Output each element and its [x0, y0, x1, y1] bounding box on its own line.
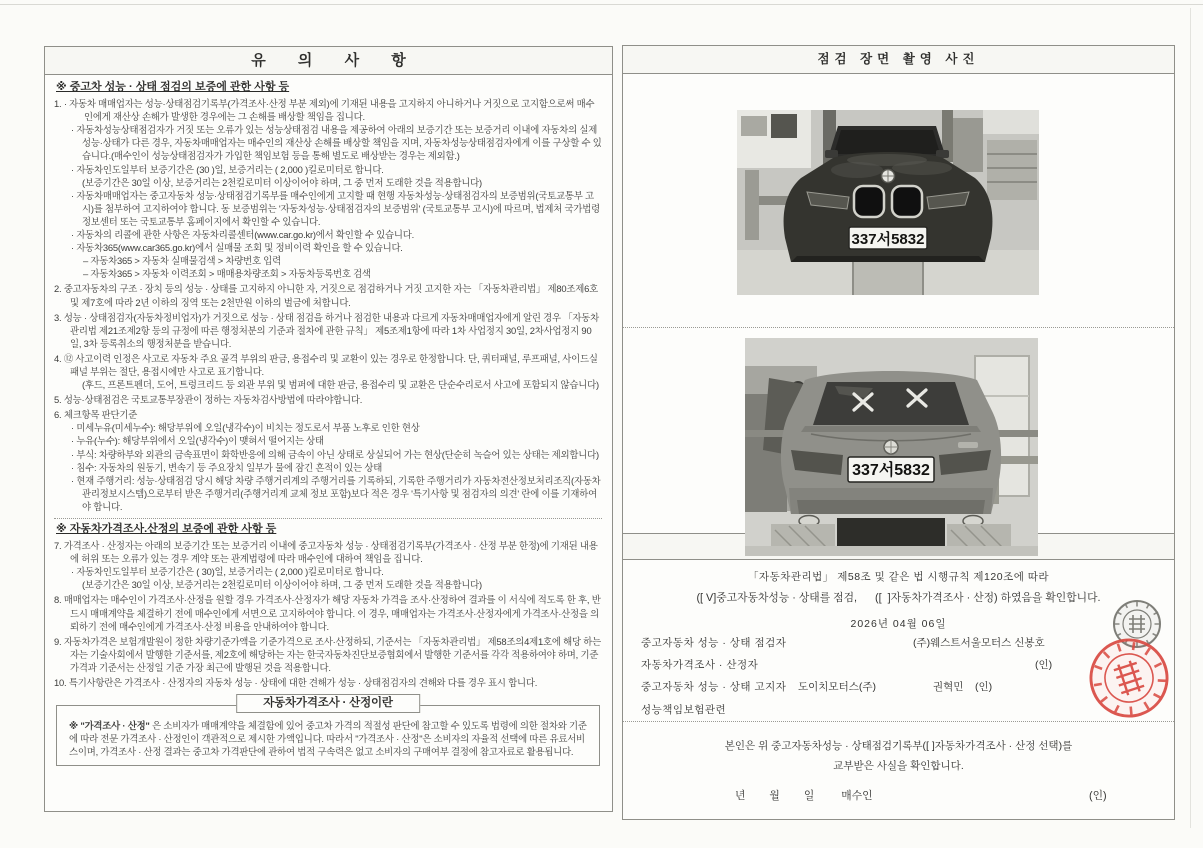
- notice-item: · 침수: 자동차의 원동기, 변속기 등 주요장치 일부가 물에 잠긴 흔적이 있는 상태: [71, 461, 383, 473]
- signer-person-name: 권혁민: [933, 681, 964, 693]
- notice-item: 1. · 자동차 매매업자는 성능·상태점검기록부(가격조사·산정 부분 제외)에 기재된 내용을 고지하지 아니하거나 거짓으로 고지함으로써 매수인에게 재산상 손해가 발생한 경우에는 그 손해를 배상할 책임을 집니다.: [54, 98, 595, 123]
- car-rear-photo-illustration: [745, 338, 1038, 556]
- receipt-confirm-line1: 본인은 위 중고자동차성능 · 상태점검기록부([ ]자동차가격조사 · 산정 선택)를: [724, 740, 1073, 752]
- inspection-confirm-line: ([ V]중고자동차성능 · 상태를 점검, ([ ]자동차가격조사 · 산정) 하였음을 확인합니다.: [696, 592, 1101, 604]
- red-round-seal-icon: [1085, 634, 1173, 722]
- notice-item: 5. 성능·상태점검은 국토교통부장관이 정하는 자동차검사방법에 따라야합니다.: [54, 394, 363, 406]
- notice-body: [44, 75, 613, 812]
- signer-label: 중고자동차 성능 · 상태 고지자: [641, 681, 787, 693]
- price-box-title: 자동차가격조사 · 산정이란: [236, 694, 420, 713]
- notice-panel: [44, 46, 613, 812]
- signer-company-name: (주)웨스트서울모터스 신봉호: [913, 637, 1045, 649]
- scan-right-edge: [1190, 8, 1191, 828]
- seal-placeholder: (인): [975, 681, 993, 693]
- notice-section1-heading: ※ 중고차 성능 · 상태 점검의 보증에 관한 사항 등: [56, 81, 290, 93]
- notice-item: 3. 성능 · 상태점검자(자동차정비업자)가 거짓으로 성능 · 상태 점검을 하거나 점검한 내용과 다르게 자동차매매업자에게 알린 경우 「자동차관리법 제21조제2항 등의 규정에 따른 행정처분의 기준과 절차에 관한 규칙」 제5조제1항에 따라 1차 사업정지 30일, 2차사업정지 90일, 3차 등록취소의 행정처분을 받습니다.: [54, 311, 599, 349]
- photo-section-title: 점검 장면 촬영 사진: [623, 46, 1174, 74]
- signer-label: 자동차가격조사 · 산정자: [641, 659, 759, 671]
- notice-title: 유 의 사 항: [44, 46, 613, 75]
- notice-item: 9. 자동차가격은 보험개발원이 정한 차량기준가액을 기준가격으로 조사·산정하되, 기준서는 「자동차관리법」 제58조의4제1호에 해당 하는 자는 기술사회에서 발행한 기준서를, 제2호에 해당하는 자는 한국자동차진단보증협회에서 발행한 기준서를 각각 적용하여야 하며, 기준가격과 기준서는 산정일 기준 가장 최근에 발행된 것을 적용합니다.: [54, 635, 601, 673]
- buyer-seal-placeholder: (인): [1089, 790, 1107, 802]
- notice-item: 2. 중고자동차의 구조 · 장치 등의 성능 · 상태를 고지하지 아니한 자, 거짓으로 점검하거나 거짓 고지한 자는 「자동차관리법」 제80조제6호 및 제7호에 따라 2년 이하의 징역 또는 2천만원 이하의 벌금에 처합니다.: [54, 283, 599, 308]
- notice-item: · 현재 주행거리: 성능·상태점검 당시 해당 차량 주행거리계의 주행거리를 기록하되, 기록한 주행거리가 자동차전산정보처리조직(자동차관리정보시스템)으로부터 받은 주행거리(주행거리계 교체 정보 포함)보다 적은 경우 '특기사항 및 점검자의 의견' 란에 이를 기재하여야 합니다.: [71, 474, 601, 512]
- notice-item: · 미세누유(미세누수): 해당부위에 오일(냉각수)이 비치는 정도로서 부품 노후로 인한 현상: [71, 422, 420, 434]
- notice-item: 10. 특기사항란은 가격조사 · 산정자의 자동차 성능 · 상태에 대한 견해가 성능 · 상태점검자의 견해와 다를 경우 표시 합니다.: [54, 677, 538, 689]
- notice-item: · 자동차인도일부터 보증기간은 (30 )일, 보증거리는 ( 2,000 )킬로미터로 합니다.: [71, 163, 384, 175]
- license-plate-rear: 337서5832: [852, 462, 930, 479]
- price-appraisal-definition-box: [56, 697, 600, 766]
- scan-top-edge: [0, 4, 1203, 5]
- notice-item: 7. 가격조사 · 산정자는 아래의 보증기간 또는 보증거리 이내에 중고자동차 성능 · 상태점검기록부(가격조사 · 산정 부분 한정)에 기재된 내용에 허위 또는 오류가 있는 경우 계약 또는 관계법령에 따라 매수인에 대하여 책임을 집니다.: [54, 540, 598, 565]
- notice-item: · 부식: 차량하부와 외관의 금속표면이 화학반응에 의해 금속이 아닌 상태로 상실되어 가는 현상(단순히 녹슬어 있는 상태는 제외합니다): [71, 448, 599, 460]
- license-plate-front: 337서5832: [851, 231, 925, 248]
- notice-item: · 자동차인도일부터 보증기간은 ( 30)일, 보증거리는 ( 2,000 )킬로미터로 합니다.: [71, 566, 384, 578]
- notice-item: (후드, 프론트펜더, 도어, 트렁크리드 등 외관 부위 및 범퍼에 대한 판금, 용접수리 및 교환은 단순수리로서 사고에 포함되지 않습니다): [82, 379, 599, 391]
- notice-item: 8. 매매업자는 매수인이 가격조사·산정을 원할 경우 가격조사·산정자가 해당 자동차 가격을 조사·산정하여 결과를 이 서식에 적도록 한 후, 반드시 매매계약을 체결하기 전에 매수인에게 서면으로 고지하여야 합니다. 이 경우, 매매업자는 가격조사·산정자에게 가격조사·산정을 의뢰하기 전에 매수인에게 가격조사·산정 비용을 안내하여야 합니다.: [54, 594, 601, 632]
- photo-area: [623, 74, 1174, 533]
- inspection-date: 2026년 04월 06일: [850, 618, 947, 630]
- notice-item: · 자동차365(www.car365.go.kr)에서 실매물 조회 및 정비이력 확인을 할 수 있습니다.: [71, 242, 403, 254]
- notice-item: – 자동차365 > 자동차 이력조회 > 매매용차량조회 > 자동차등록번호 검색: [83, 268, 371, 280]
- price-box-body: 은 소비자가 매매계약을 체결함에 있어 중고차 가격의 적절성 판단에 참고할 수 있도록 법령에 의한 절차와 기준에 따라 전문 가격조사 · 산정인이 객관적으로 제시한 가액입니다. 따라서 "가격조사 · 산정"은 소비자의 자율적 선택에 따른 유료서비스이며, 가격조사 · 산정 결과는 중고차 가격판단에 관하여 법적 구속력은 없고 소비자의 구매여부 결정에 참고자료로 활용됩니다.: [69, 720, 587, 758]
- law-reference-line: 「자동차관리법」 제58조 및 같은 법 시행규칙 제120조에 따라: [747, 571, 1050, 583]
- photo-divider: [623, 327, 1174, 328]
- photo-signature-panel: [622, 45, 1175, 820]
- dotted-divider: [54, 518, 602, 519]
- signer-label: 성능책임보험관련: [641, 704, 727, 716]
- notice-item: · 누유(누수): 해당부위에서 오일(냉각수)이 맺혀서 떨어지는 상태: [71, 435, 324, 447]
- signer-company-name: 도이치모터스(주): [798, 681, 876, 693]
- notice-item: – 자동차365 > 자동차 실매물검색 > 차량번호 입력: [83, 255, 281, 267]
- notice-item: · 자동차의 리콜에 관한 사항은 자동차리콜센터(www.car.go.kr)에서 확인할 수 있습니다.: [71, 229, 414, 241]
- notice-item: 4. ⑫ 사고이력 인정은 사고로 자동차 주요 골격 부위의 판금, 용접수리 및 교환이 있는 경우로 한정합니다. 단, 쿼터패널, 루프패널, 사이드실패널 부위는 절단, 용접시에만 사고로 표기합니다.: [54, 352, 598, 377]
- notice-item: (보증기간은 30일 이상, 보증거리는 2천킬로미터 이상이어야 하며, 그 중 먼저 도래한 것을 적용합니다): [82, 176, 482, 188]
- receipt-confirm-line2: 교부받은 사실을 확인합니다.: [833, 760, 964, 772]
- buyer-date-line: 년 월 일 매수인: [735, 790, 873, 802]
- signer-label: 중고자동차 성능 · 상태 점검자: [641, 637, 787, 649]
- inspection-photo-rear: [745, 338, 1038, 556]
- notice-section2-heading: ※ 자동차가격조사.산정의 보증에 관한 사항 등: [56, 523, 277, 535]
- car-front-photo-illustration: [737, 110, 1039, 295]
- inspection-photo-front: [737, 110, 1039, 295]
- seal-placeholder: (인): [1035, 659, 1053, 671]
- price-box-lead: ※ "가격조사 · 산정": [69, 720, 150, 732]
- notice-item: (보증기간은 30일 이상, 보증거리는 2천킬로미터 이상이어야 하며, 그 중 먼저 도래한 것을 적용합니다): [82, 579, 482, 591]
- price-box-text: [57, 706, 599, 765]
- signature-content: [623, 560, 1174, 822]
- notice-item: · 자동차매매업자는 중고자동차 성능·상태점검기록부를 매수인에게 고지할 때 현행 자동차성능·상태점검자의 보증범위(국토교통부 고시)를 첨부하여 고지하여야 합니다. 동 보증범위는 '자동차성능·상태점검자의 보증범위' (국토교통부 고시)에 따르며, 법제처 국가법령정보센터 또는 국토교통부 홈페이지에서 확인할 수 있습니다.: [71, 189, 600, 227]
- notice-item: 6. 체크항목 판단기준: [54, 409, 138, 421]
- notice-item: · 자동차성능상태점검자가 거짓 또는 오류가 있는 성능상태점검 내용을 제공하여 아래의 보증기간 또는 보증거리 이내에 자동차의 실제 성능·상태가 다른 경우, 자동차매매업자는 매수인의 재산상 손해를 배상할 책임을 지며, 자동차성능상태점검자에게 이를 구상할 수 있습니다.(매수인이 성능상태점검자가 가입한 책임보험 등을 통해 별도로 배상받는 경우는 제외함.): [71, 124, 602, 162]
